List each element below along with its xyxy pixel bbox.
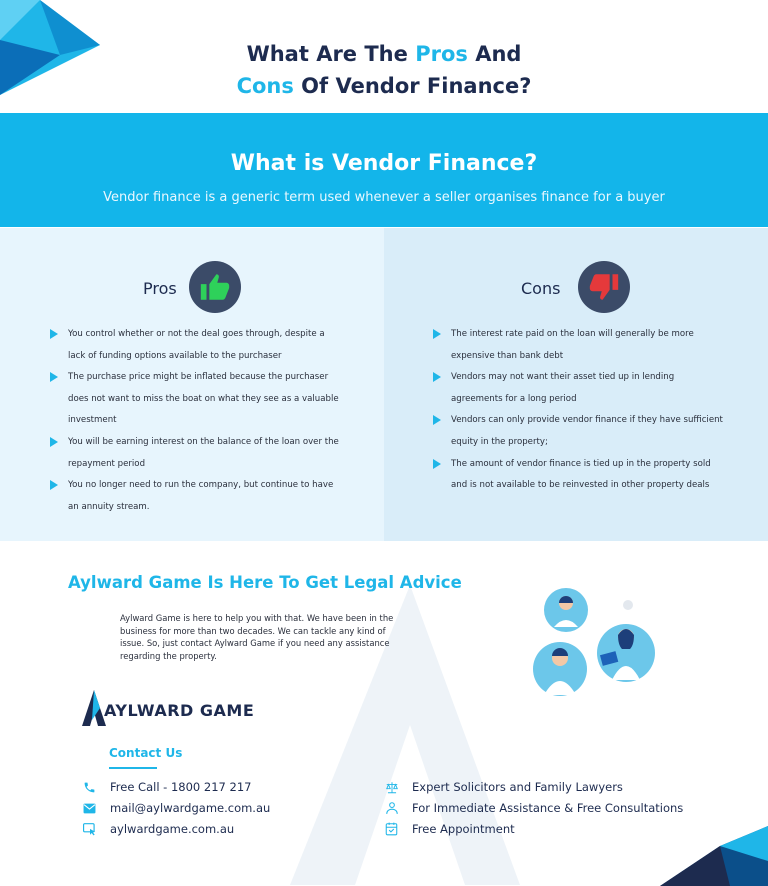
cons-heading: Cons [521, 279, 561, 298]
mail-icon [83, 800, 105, 816]
service-appointment [385, 821, 515, 837]
cons-item: Vendors may not want their asset tied up in lending agreements for a long period [433, 367, 723, 410]
web-icon [83, 821, 105, 837]
contact-email[interactable] [83, 800, 270, 816]
contact-title-underline [109, 767, 157, 769]
pros-heading: Pros [143, 279, 177, 298]
phone-icon [83, 779, 105, 795]
bullet-arrow-icon [433, 459, 441, 469]
cons-item: The interest rate paid on the loan will generally be more expensive than bank debt [433, 324, 723, 367]
thumbs-down-icon [587, 270, 621, 304]
service-assistance [385, 800, 683, 816]
service-solicitors-text: Expert Solicitors and Family Lawyers [412, 780, 623, 794]
thumbs-up-badge [189, 261, 241, 313]
bullet-arrow-icon [50, 329, 58, 339]
bullet-arrow-icon [50, 372, 58, 382]
contact-phone-text: Free Call - 1800 217 217 [110, 780, 252, 794]
bullet-arrow-icon [50, 437, 58, 447]
cons-item: The amount of vendor finance is tied up in the property sold and is not available to be reinvested in other property deals [433, 454, 723, 497]
bottom-right-decoration [660, 826, 768, 886]
scales-icon [385, 779, 407, 795]
title-line1-end: And [467, 42, 522, 66]
pros-item: You will be earning interest on the balance of the loan over the repayment period [50, 432, 340, 475]
service-solicitors [385, 779, 623, 795]
thumbs-down-badge [578, 261, 630, 313]
cons-item: Vendors can only provide vendor finance if they have sufficient equity in the property; [433, 410, 723, 453]
appointment-icon [385, 821, 407, 837]
title-line1-start: What Are The [246, 42, 416, 66]
cons-list [433, 324, 723, 497]
bullet-arrow-icon [50, 480, 58, 490]
contact-us-title: Contact Us [109, 746, 183, 760]
contact-website-text: aylwardgame.com.au [110, 822, 235, 836]
legal-advice-text: Aylward Game is here to help you with that. We have been in the business for more than two decades. We can tackle any kind of issue. So, just contact Aylward Game if you need any assistance regarding the property. [120, 613, 394, 661]
service-appointment-text: Free Appointment [412, 822, 515, 836]
page-title [0, 38, 768, 102]
assistance-icon [385, 800, 407, 816]
contact-phone[interactable] [83, 779, 251, 795]
thumbs-up-icon [198, 270, 232, 304]
bullet-arrow-icon [433, 329, 441, 339]
aylward-game-logo-icon [82, 690, 106, 726]
bullet-arrow-icon [433, 372, 441, 382]
contact-website[interactable] [83, 821, 234, 837]
title-pros-word: Pros [415, 42, 468, 66]
pros-list [50, 324, 340, 518]
service-assistance-text: For Immediate Assistance & Free Consultations [412, 801, 684, 815]
pros-item: The purchase price might be inflated because the purchaser does not want to miss the boat on what they see as a valuable investment [50, 367, 340, 432]
pros-item: You no longer need to run the company, but continue to have an annuity stream. [50, 475, 340, 518]
people-illustration [528, 585, 663, 700]
contact-email-text: mail@aylwardgame.com.au [110, 801, 271, 815]
pros-item: You control whether or not the deal goes through, despite a lack of funding options available to the purchaser [50, 324, 340, 367]
legal-advice-title: Aylward Game Is Here To Get Legal Advice [68, 573, 462, 592]
title-line2-end: Of Vendor Finance? [293, 74, 532, 98]
banner-subtitle: Vendor finance is a generic term used whenever a seller organises finance for a buyer [103, 190, 665, 205]
banner-title: What is Vendor Finance? [230, 151, 538, 176]
bullet-arrow-icon [433, 415, 441, 425]
title-cons-word: Cons [236, 74, 294, 98]
aylward-game-logo-text: AYLWARD GAME [104, 701, 255, 720]
